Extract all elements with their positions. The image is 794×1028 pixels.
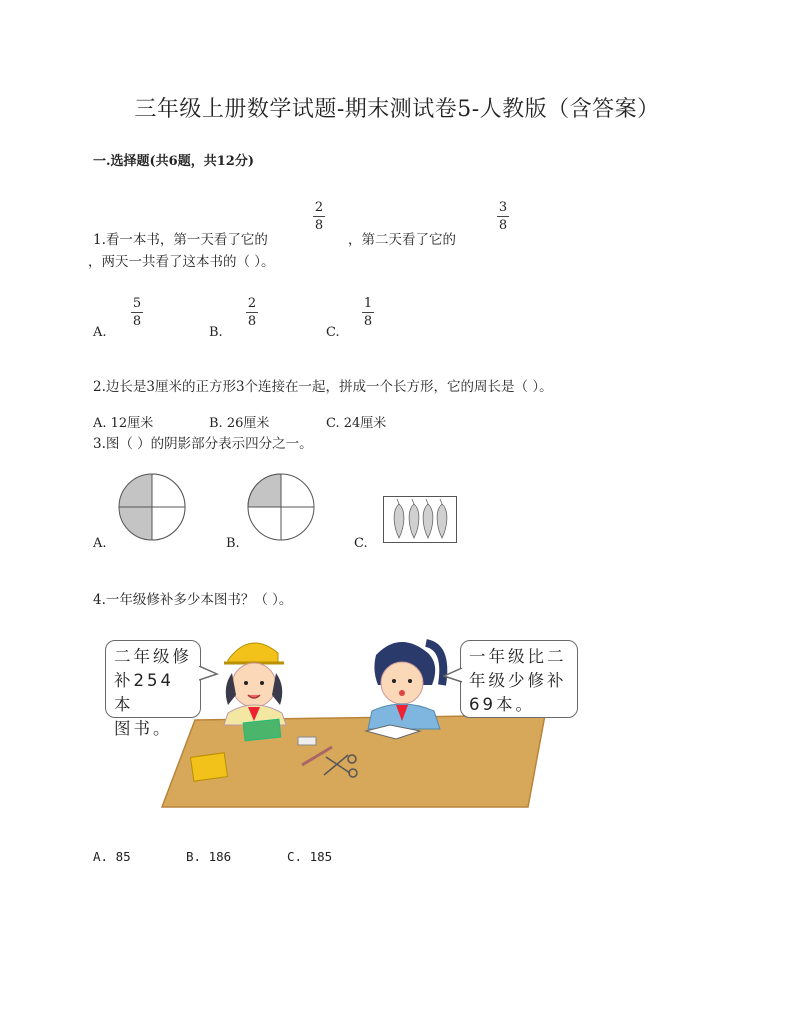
q3-option-b[interactable]: B. [226, 536, 240, 551]
q3-figure-c-radishes[interactable] [383, 496, 458, 544]
q2-option-b[interactable]: B. 26厘米 [209, 416, 270, 431]
speech-bubble-right [460, 640, 578, 718]
girl-face [381, 662, 423, 704]
bubble-line: 补254本 [114, 671, 174, 714]
bubble-line: 一年级比二 [469, 647, 567, 666]
fraction-denominator: 8 [247, 314, 257, 329]
bubble-line: 图书。 [114, 719, 173, 738]
q1-option-a-fraction[interactable] [131, 296, 143, 329]
fraction-denominator: 8 [314, 218, 324, 233]
fraction-numerator: 3 [498, 200, 508, 215]
q4-option-c[interactable]: C. 185 [287, 849, 333, 864]
q1-text-part1: 1.看一本书，第一天看了它的 [93, 232, 268, 248]
yellow-book [190, 753, 227, 781]
bubble-tail-left [199, 666, 219, 682]
q4-option-a[interactable]: A. 85 [93, 849, 131, 864]
fraction-denominator: 8 [132, 314, 142, 329]
q3-text: 3.图（ ）的阴影部分表示四分之一。 [93, 436, 313, 452]
fraction-numerator: 2 [247, 296, 257, 311]
fraction-numerator: 1 [363, 296, 373, 311]
circle-white-quarter [152, 474, 185, 507]
q3-figure-a-circle[interactable] [117, 472, 187, 542]
q4-option-b[interactable]: B. 186 [186, 849, 232, 864]
q1-text-part3: ，两天一共看了这本书的（ ）。 [88, 254, 275, 270]
section-heading: 一.选择题(共6题，共12分) [93, 154, 254, 169]
yellow-cap [228, 643, 278, 663]
fraction-bar [131, 312, 143, 313]
girl-face [232, 663, 276, 707]
fraction-denominator: 8 [498, 218, 508, 233]
fraction-denominator: 8 [363, 314, 373, 329]
speech-bubble-left [105, 640, 201, 738]
fraction-numerator: 2 [314, 200, 324, 215]
bubble-line: 年级少修补 [469, 671, 567, 690]
q3-figure-b-circle[interactable] [246, 472, 316, 542]
fraction-bar [497, 216, 509, 217]
green-book [243, 719, 281, 741]
page-title: 三年级上册数学试题-期末测试卷5-人教版（含答案） [134, 97, 660, 122]
bubble-line: 69本。 [469, 695, 535, 714]
fraction-bar [246, 312, 258, 313]
q1-text-part2: ，第二天看了它的 [348, 232, 456, 248]
fraction-bar [313, 216, 325, 217]
q2-text: 2.边长是3厘米的正方形3个连接在一起，拼成一个长方形，它的周长是（ ）。 [93, 379, 553, 395]
q1-option-b-fraction[interactable] [246, 296, 258, 329]
q1-option-c-fraction[interactable] [362, 296, 374, 329]
circle-shaded-quarter [248, 474, 281, 507]
fraction-numerator: 5 [132, 296, 142, 311]
q4-text: 4.一年级修补多少本图书？（ ）。 [93, 592, 293, 608]
q1-option-a-label[interactable]: A. [93, 325, 107, 340]
q2-option-c[interactable]: C. 24厘米 [326, 416, 387, 431]
fraction-bar [362, 312, 374, 313]
q1-option-b-label[interactable]: B. [209, 325, 223, 340]
eraser [298, 737, 316, 745]
q1-option-c-label[interactable]: C. [326, 325, 340, 340]
bubble-line: 二年级修 [114, 647, 192, 666]
q3-option-c[interactable]: C. [354, 536, 368, 551]
girl-right-figure [366, 642, 443, 739]
q1-fraction-2 [497, 200, 509, 233]
circle-white-quarter [152, 507, 185, 540]
q1-fraction-1 [313, 200, 325, 233]
q2-option-a[interactable]: A. 12厘米 [93, 416, 154, 431]
q3-option-a[interactable]: A. [93, 536, 107, 551]
bubble-tail-right [443, 668, 463, 684]
